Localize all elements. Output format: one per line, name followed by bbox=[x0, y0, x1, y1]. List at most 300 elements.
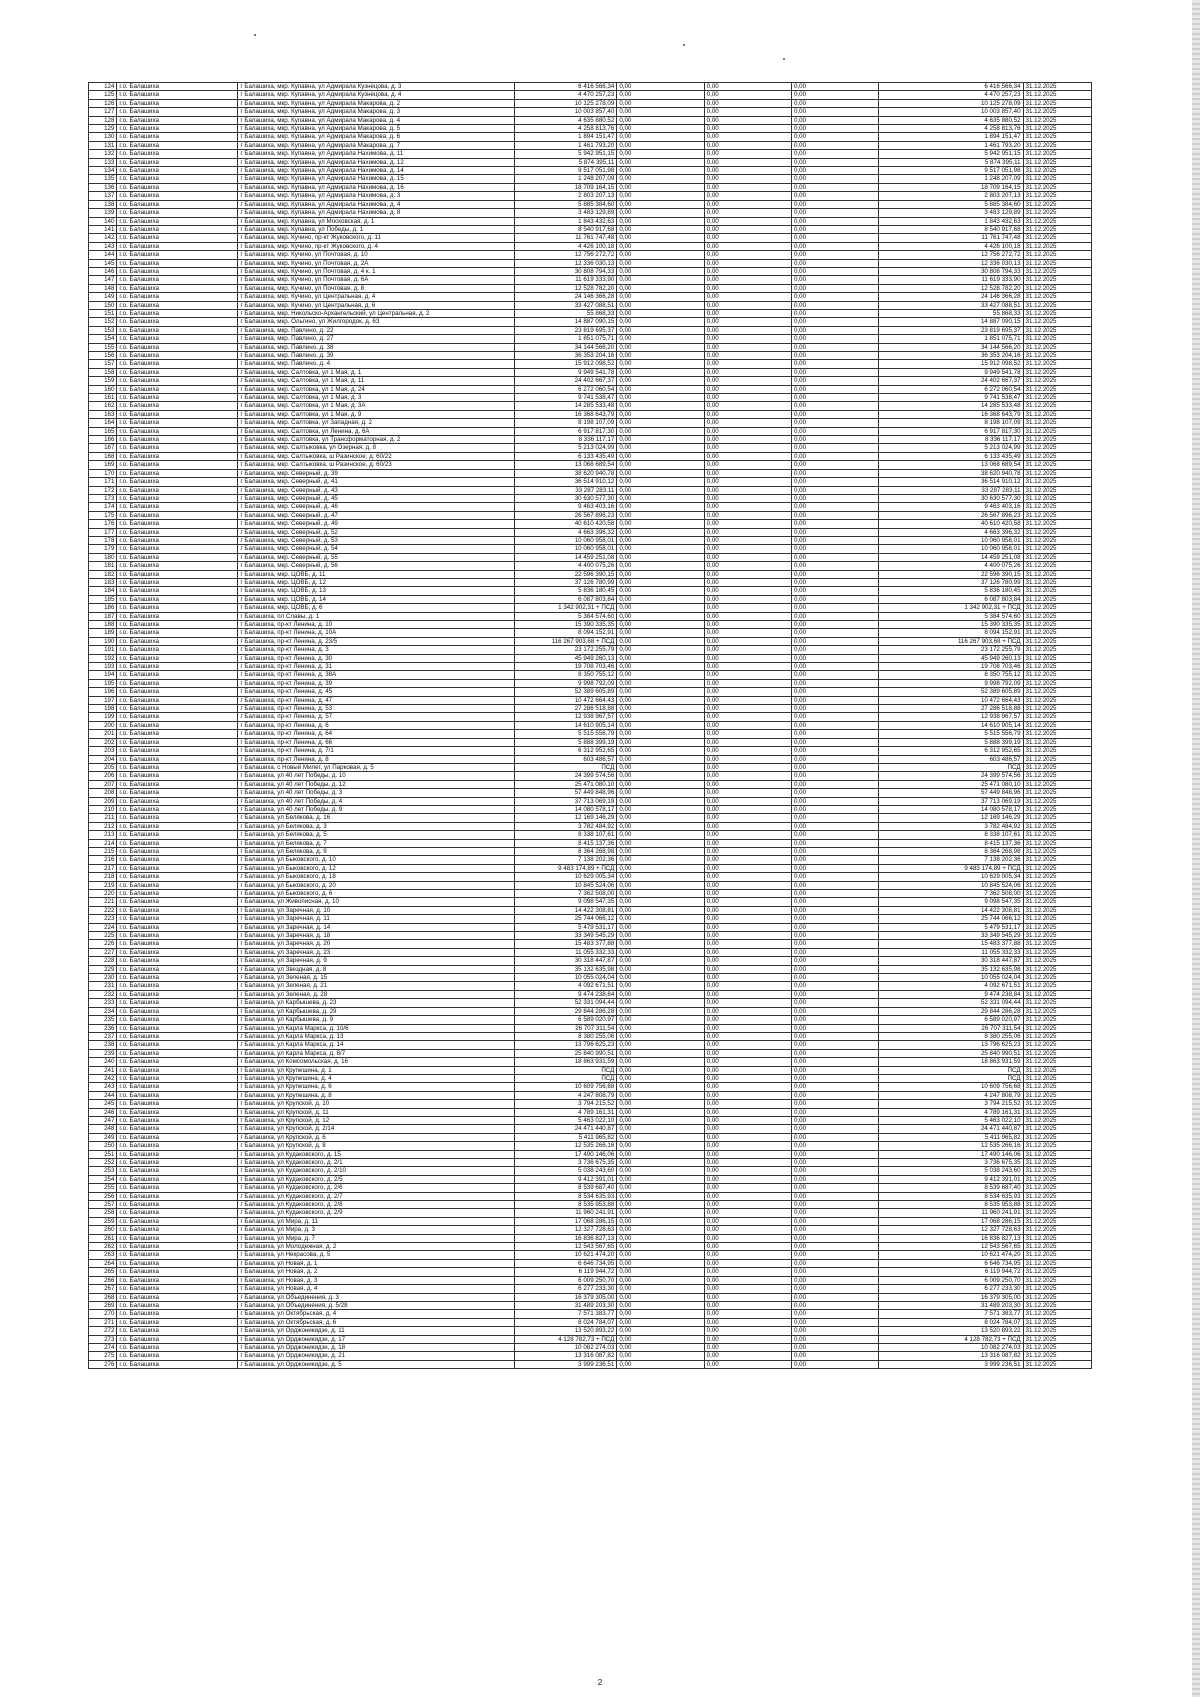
amount-cell: 8 415 137,36 bbox=[515, 839, 617, 847]
zero-cell-2: 0,00 bbox=[704, 452, 791, 460]
amount-cell: 5 885 384,60 bbox=[515, 200, 617, 208]
zero-cell-3: 0,00 bbox=[792, 91, 879, 99]
row-number: 231 bbox=[89, 982, 117, 990]
zero-cell-1: 0,00 bbox=[617, 1066, 704, 1074]
deadline-cell: 31.12.2025 bbox=[1023, 915, 1091, 923]
zero-cell-3: 0,00 bbox=[792, 890, 879, 898]
total-cell: 3 736 675,35 bbox=[879, 1159, 1023, 1167]
zero-cell-1: 0,00 bbox=[617, 730, 704, 738]
amount-cell: 6 119 944,72 bbox=[515, 1268, 617, 1276]
row-number: 149 bbox=[89, 293, 117, 301]
amount-cell: 5 463 022,10 bbox=[515, 1116, 617, 1124]
row-number: 201 bbox=[89, 730, 117, 738]
zero-cell-3: 0,00 bbox=[792, 562, 879, 570]
total-cell: 8 024 784,07 bbox=[879, 1318, 1023, 1326]
address-cell: г Балашиха, ул Заречная, д. 23 bbox=[238, 948, 515, 956]
table-row bbox=[89, 91, 1092, 99]
address-cell: г Балашиха, мкр. Павлино, д. 22 bbox=[238, 326, 515, 334]
address-cell: г Балашиха, мкр. Кучино, ул Центральная, д. 6 bbox=[238, 301, 515, 309]
amount-cell: 11 761 747,48 bbox=[515, 234, 617, 242]
table-row bbox=[89, 814, 1092, 822]
zero-cell-1: 0,00 bbox=[617, 242, 704, 250]
row-number: 191 bbox=[89, 646, 117, 654]
zero-cell-3: 0,00 bbox=[792, 1159, 879, 1167]
zero-cell-1: 0,00 bbox=[617, 377, 704, 385]
zero-cell-2: 0,00 bbox=[704, 982, 791, 990]
total-cell: 8 415 137,36 bbox=[879, 839, 1023, 847]
total-cell: 9 998 792,09 bbox=[879, 679, 1023, 687]
amount-cell: 11 055 332,33 bbox=[515, 948, 617, 956]
zero-cell-3: 0,00 bbox=[792, 536, 879, 544]
row-number: 136 bbox=[89, 183, 117, 191]
table-row bbox=[89, 864, 1092, 872]
total-cell: ПСД bbox=[879, 1074, 1023, 1082]
amount-cell: 6 646 734,95 bbox=[515, 1259, 617, 1267]
zero-cell-2: 0,00 bbox=[704, 1226, 791, 1234]
total-cell: 13 068 689,54 bbox=[879, 461, 1023, 469]
zero-cell-2: 0,00 bbox=[704, 536, 791, 544]
address-cell: г Балашиха, пр-кт Ленина, д. 10 bbox=[238, 621, 515, 629]
zero-cell-3: 0,00 bbox=[792, 730, 879, 738]
address-cell: г Балашиха, ул Зеленая, д. 15 bbox=[238, 974, 515, 982]
table-row bbox=[89, 604, 1092, 612]
row-number: 161 bbox=[89, 394, 117, 402]
address-cell: г Балашиха, мкр. Павлино, д. 39 bbox=[238, 352, 515, 360]
zero-cell-3: 0,00 bbox=[792, 234, 879, 242]
amount-cell: 3 736 675,35 bbox=[515, 1159, 617, 1167]
total-cell: 3 782 484,92 bbox=[879, 822, 1023, 830]
municipality-cell: г.о. Балашиха bbox=[117, 368, 238, 376]
zero-cell-3: 0,00 bbox=[792, 394, 879, 402]
amount-cell: 1 843 432,63 bbox=[515, 217, 617, 225]
total-cell: 9 483 174,89 + ПСД bbox=[879, 864, 1023, 872]
row-number: 157 bbox=[89, 360, 117, 368]
row-number: 146 bbox=[89, 267, 117, 275]
zero-cell-1: 0,00 bbox=[617, 326, 704, 334]
municipality-cell: г.о. Балашиха bbox=[117, 738, 238, 746]
row-number: 248 bbox=[89, 1125, 117, 1133]
amount-cell: 14 080 578,17 bbox=[515, 805, 617, 813]
zero-cell-3: 0,00 bbox=[792, 293, 879, 301]
zero-cell-1: 0,00 bbox=[617, 906, 704, 914]
deadline-cell: 31.12.2025 bbox=[1023, 528, 1091, 536]
zero-cell-3: 0,00 bbox=[792, 948, 879, 956]
municipality-cell: г.о. Балашиха bbox=[117, 940, 238, 948]
municipality-cell: г.о. Балашиха bbox=[117, 309, 238, 317]
zero-cell-2: 0,00 bbox=[704, 1343, 791, 1351]
total-cell: 55 868,33 bbox=[879, 309, 1023, 317]
deadline-cell: 31.12.2025 bbox=[1023, 797, 1091, 805]
amount-cell: 52 331 094,44 bbox=[515, 999, 617, 1007]
row-number: 249 bbox=[89, 1133, 117, 1141]
total-cell: 22 596 390,15 bbox=[879, 570, 1023, 578]
total-cell: 16 836 827,13 bbox=[879, 1234, 1023, 1242]
municipality-cell: г.о. Балашиха bbox=[117, 125, 238, 133]
table-row bbox=[89, 562, 1092, 570]
zero-cell-1: 0,00 bbox=[617, 141, 704, 149]
total-cell: 10 003 857,40 bbox=[879, 108, 1023, 116]
zero-cell-1: 0,00 bbox=[617, 1159, 704, 1167]
municipality-cell: г.о. Балашиха bbox=[117, 217, 238, 225]
total-cell: 8 364 268,98 bbox=[879, 847, 1023, 855]
total-cell: 18 863 931,59 bbox=[879, 1058, 1023, 1066]
zero-cell-3: 0,00 bbox=[792, 679, 879, 687]
deadline-cell: 31.12.2025 bbox=[1023, 595, 1091, 603]
municipality-cell: г.о. Балашиха bbox=[117, 1125, 238, 1133]
zero-cell-1: 0,00 bbox=[617, 1310, 704, 1318]
table-row bbox=[89, 125, 1092, 133]
address-cell: г Балашиха, мкр. Павлино, д. 38 bbox=[238, 343, 515, 351]
address-cell: г Балашиха, мкр. Кучино, ул Почтовая, д. 4 к. 1 bbox=[238, 267, 515, 275]
municipality-cell: г.о. Балашиха bbox=[117, 520, 238, 528]
row-number: 242 bbox=[89, 1074, 117, 1082]
zero-cell-2: 0,00 bbox=[704, 629, 791, 637]
total-cell: 31 489 203,30 bbox=[879, 1301, 1023, 1309]
zero-cell-1: 0,00 bbox=[617, 158, 704, 166]
zero-cell-2: 0,00 bbox=[704, 974, 791, 982]
row-number: 265 bbox=[89, 1268, 117, 1276]
address-cell: г Балашиха, ул Карла Маркса, д. 10/6 bbox=[238, 1024, 515, 1032]
table-row bbox=[89, 150, 1092, 158]
deadline-cell: 31.12.2025 bbox=[1023, 343, 1091, 351]
zero-cell-2: 0,00 bbox=[704, 461, 791, 469]
zero-cell-2: 0,00 bbox=[704, 957, 791, 965]
table-row bbox=[89, 612, 1092, 620]
zero-cell-3: 0,00 bbox=[792, 343, 879, 351]
zero-cell-3: 0,00 bbox=[792, 1125, 879, 1133]
zero-cell-1: 0,00 bbox=[617, 545, 704, 553]
zero-cell-3: 0,00 bbox=[792, 175, 879, 183]
total-cell: 7 571 383,77 bbox=[879, 1310, 1023, 1318]
total-cell: 5 463 022,10 bbox=[879, 1116, 1023, 1124]
row-number: 211 bbox=[89, 814, 117, 822]
municipality-cell: г.о. Балашиха bbox=[117, 1100, 238, 1108]
zero-cell-3: 0,00 bbox=[792, 713, 879, 721]
zero-cell-2: 0,00 bbox=[704, 578, 791, 586]
table-row bbox=[89, 1327, 1092, 1335]
zero-cell-1: 0,00 bbox=[617, 183, 704, 191]
table-row bbox=[89, 394, 1092, 402]
address-cell: г Балашиха, пр-кт Ленина, д. 6 bbox=[238, 721, 515, 729]
row-number: 186 bbox=[89, 604, 117, 612]
deadline-cell: 31.12.2025 bbox=[1023, 301, 1091, 309]
amount-cell: 8 350 755,12 bbox=[515, 671, 617, 679]
zero-cell-2: 0,00 bbox=[704, 839, 791, 847]
row-number: 250 bbox=[89, 1142, 117, 1150]
address-cell: г Балашиха, ул Карбышева, д. 29 bbox=[238, 1007, 515, 1015]
municipality-cell: г.о. Балашиха bbox=[117, 814, 238, 822]
amount-cell: 9 412 391,01 bbox=[515, 1175, 617, 1183]
zero-cell-3: 0,00 bbox=[792, 1343, 879, 1351]
total-cell: 24 471 440,87 bbox=[879, 1125, 1023, 1133]
row-number: 159 bbox=[89, 377, 117, 385]
municipality-cell: г.о. Балашиха bbox=[117, 91, 238, 99]
address-cell: г Балашиха, ул 40 лет Победы, д. 10 bbox=[238, 772, 515, 780]
zero-cell-2: 0,00 bbox=[704, 595, 791, 603]
row-number: 273 bbox=[89, 1335, 117, 1343]
address-cell: г Балашиха, мкр. ЦОВБ, д. 12 bbox=[238, 578, 515, 586]
zero-cell-3: 0,00 bbox=[792, 1259, 879, 1267]
table-row bbox=[89, 293, 1092, 301]
deadline-cell: 31.12.2025 bbox=[1023, 1032, 1091, 1040]
zero-cell-2: 0,00 bbox=[704, 1032, 791, 1040]
municipality-cell: г.о. Балашиха bbox=[117, 116, 238, 124]
municipality-cell: г.о. Балашиха bbox=[117, 167, 238, 175]
total-cell: 8 535 953,88 bbox=[879, 1201, 1023, 1209]
zero-cell-3: 0,00 bbox=[792, 1133, 879, 1141]
municipality-cell: г.о. Балашиха bbox=[117, 923, 238, 931]
total-cell: 9 098 547,35 bbox=[879, 898, 1023, 906]
row-number: 147 bbox=[89, 276, 117, 284]
address-cell: г Балашиха, мкр. Северный, д. 41 bbox=[238, 478, 515, 486]
address-cell: г Балашиха, ул Заречная, д. 10 bbox=[238, 906, 515, 914]
amount-cell: 10 003 857,40 bbox=[515, 108, 617, 116]
table-row bbox=[89, 545, 1092, 553]
zero-cell-3: 0,00 bbox=[792, 1032, 879, 1040]
table-row bbox=[89, 1301, 1092, 1309]
deadline-cell: 31.12.2025 bbox=[1023, 377, 1091, 385]
table-row bbox=[89, 965, 1092, 973]
table-row bbox=[89, 536, 1092, 544]
row-number: 195 bbox=[89, 679, 117, 687]
total-cell: 37 126 780,99 bbox=[879, 578, 1023, 586]
deadline-cell: 31.12.2025 bbox=[1023, 646, 1091, 654]
zero-cell-3: 0,00 bbox=[792, 696, 879, 704]
zero-cell-2: 0,00 bbox=[704, 679, 791, 687]
address-cell: г Балашиха, ул Орджоникидзе, д. 11 bbox=[238, 1327, 515, 1335]
deadline-cell: 31.12.2025 bbox=[1023, 192, 1091, 200]
row-number: 181 bbox=[89, 562, 117, 570]
amount-cell: 6 087 803,84 bbox=[515, 595, 617, 603]
deadline-cell: 31.12.2025 bbox=[1023, 612, 1091, 620]
zero-cell-2: 0,00 bbox=[704, 1150, 791, 1158]
zero-cell-1: 0,00 bbox=[617, 91, 704, 99]
address-cell: г Балашиха, пр-кт Ленина, д. 57 bbox=[238, 713, 515, 721]
amount-cell: 7 138 202,36 bbox=[515, 856, 617, 864]
municipality-cell: г.о. Балашиха bbox=[117, 1074, 238, 1082]
zero-cell-2: 0,00 bbox=[704, 1041, 791, 1049]
address-cell: г Балашиха, мкр. Салтовка, ул 1 Мая, д. 9 bbox=[238, 410, 515, 418]
zero-cell-1: 0,00 bbox=[617, 856, 704, 864]
zero-cell-1: 0,00 bbox=[617, 671, 704, 679]
table-row bbox=[89, 444, 1092, 452]
zero-cell-2: 0,00 bbox=[704, 276, 791, 284]
row-number: 223 bbox=[89, 915, 117, 923]
zero-cell-2: 0,00 bbox=[704, 797, 791, 805]
zero-cell-2: 0,00 bbox=[704, 948, 791, 956]
deadline-cell: 31.12.2025 bbox=[1023, 738, 1091, 746]
amount-cell: 8 024 784,07 bbox=[515, 1318, 617, 1326]
deadline-cell: 31.12.2025 bbox=[1023, 1251, 1091, 1259]
row-number: 156 bbox=[89, 352, 117, 360]
zero-cell-2: 0,00 bbox=[704, 1201, 791, 1209]
scan-speck bbox=[254, 34, 256, 36]
deadline-cell: 31.12.2025 bbox=[1023, 125, 1091, 133]
zero-cell-2: 0,00 bbox=[704, 242, 791, 250]
address-cell: г Балашиха, мкр. Купавна, ул Победы, д. 1 bbox=[238, 225, 515, 233]
zero-cell-2: 0,00 bbox=[704, 251, 791, 259]
zero-cell-2: 0,00 bbox=[704, 301, 791, 309]
table-row bbox=[89, 747, 1092, 755]
deadline-cell: 31.12.2025 bbox=[1023, 1058, 1091, 1066]
municipality-cell: г.о. Балашиха bbox=[117, 1293, 238, 1301]
zero-cell-2: 0,00 bbox=[704, 545, 791, 553]
zero-cell-2: 0,00 bbox=[704, 478, 791, 486]
municipality-cell: г.о. Балашиха bbox=[117, 536, 238, 544]
municipality-cell: г.о. Балашиха bbox=[117, 461, 238, 469]
total-cell: 6 277 233,30 bbox=[879, 1285, 1023, 1293]
zero-cell-1: 0,00 bbox=[617, 335, 704, 343]
address-cell: г Балашиха, ул Комсомольская, д. 16 bbox=[238, 1058, 515, 1066]
table-row bbox=[89, 461, 1092, 469]
deadline-cell: 31.12.2025 bbox=[1023, 167, 1091, 175]
zero-cell-2: 0,00 bbox=[704, 570, 791, 578]
row-number: 264 bbox=[89, 1259, 117, 1267]
deadline-cell: 31.12.2025 bbox=[1023, 906, 1091, 914]
total-cell: 1 894 151,47 bbox=[879, 133, 1023, 141]
municipality-cell: г.о. Балашиха bbox=[117, 1091, 238, 1099]
deadline-cell: 31.12.2025 bbox=[1023, 1108, 1091, 1116]
total-cell: 10 845 524,06 bbox=[879, 881, 1023, 889]
municipality-cell: г.о. Балашиха bbox=[117, 385, 238, 393]
zero-cell-1: 0,00 bbox=[617, 1360, 704, 1368]
row-number: 274 bbox=[89, 1343, 117, 1351]
table-row bbox=[89, 881, 1092, 889]
deadline-cell: 31.12.2025 bbox=[1023, 259, 1091, 267]
total-cell: 30 318 447,87 bbox=[879, 957, 1023, 965]
deadline-cell: 31.12.2025 bbox=[1023, 839, 1091, 847]
zero-cell-1: 0,00 bbox=[617, 1251, 704, 1259]
amount-cell: 1 248 207,09 bbox=[515, 175, 617, 183]
zero-cell-2: 0,00 bbox=[704, 822, 791, 830]
total-cell: 4 092 671,51 bbox=[879, 982, 1023, 990]
table-row bbox=[89, 1285, 1092, 1293]
zero-cell-3: 0,00 bbox=[792, 654, 879, 662]
table-row bbox=[89, 1091, 1092, 1099]
zero-cell-1: 0,00 bbox=[617, 1049, 704, 1057]
zero-cell-1: 0,00 bbox=[617, 133, 704, 141]
zero-cell-1: 0,00 bbox=[617, 1293, 704, 1301]
table-row bbox=[89, 755, 1092, 763]
deadline-cell: 31.12.2025 bbox=[1023, 898, 1091, 906]
row-number: 158 bbox=[89, 368, 117, 376]
address-cell: г Балашиха, пр-кт Ленина, д. 66 bbox=[238, 738, 515, 746]
table-row bbox=[89, 1133, 1092, 1141]
zero-cell-3: 0,00 bbox=[792, 974, 879, 982]
address-cell: г Балашиха, ул Новая, д. 4 bbox=[238, 1285, 515, 1293]
municipality-cell: г.о. Балашиха bbox=[117, 679, 238, 687]
table-row bbox=[89, 276, 1092, 284]
amount-cell: 15 483 377,88 bbox=[515, 940, 617, 948]
row-number: 166 bbox=[89, 436, 117, 444]
zero-cell-2: 0,00 bbox=[704, 150, 791, 158]
zero-cell-3: 0,00 bbox=[792, 831, 879, 839]
total-cell: 8 380 255,06 bbox=[879, 1032, 1023, 1040]
zero-cell-1: 0,00 bbox=[617, 259, 704, 267]
zero-cell-1: 0,00 bbox=[617, 772, 704, 780]
table-row bbox=[89, 436, 1092, 444]
zero-cell-1: 0,00 bbox=[617, 881, 704, 889]
zero-cell-1: 0,00 bbox=[617, 612, 704, 620]
zero-cell-1: 0,00 bbox=[617, 847, 704, 855]
municipality-cell: г.о. Балашиха bbox=[117, 326, 238, 334]
deadline-cell: 31.12.2025 bbox=[1023, 419, 1091, 427]
zero-cell-2: 0,00 bbox=[704, 814, 791, 822]
zero-cell-1: 0,00 bbox=[617, 503, 704, 511]
total-cell: 4 635 880,52 bbox=[879, 116, 1023, 124]
amount-cell: 7 571 383,77 bbox=[515, 1310, 617, 1318]
municipality-cell: г.о. Балашиха bbox=[117, 789, 238, 797]
municipality-cell: г.о. Балашиха bbox=[117, 780, 238, 788]
zero-cell-3: 0,00 bbox=[792, 217, 879, 225]
zero-cell-2: 0,00 bbox=[704, 915, 791, 923]
zero-cell-3: 0,00 bbox=[792, 335, 879, 343]
total-cell: 6 917 817,30 bbox=[879, 427, 1023, 435]
address-cell: г Балашиха, мкр. Северный, д. 47 bbox=[238, 511, 515, 519]
total-cell: 5 038 243,60 bbox=[879, 1167, 1023, 1175]
address-cell: г Балашиха, мкр. Северный, д. 53 bbox=[238, 536, 515, 544]
table-row bbox=[89, 982, 1092, 990]
table-row bbox=[89, 1352, 1092, 1360]
total-cell: 5 411 965,82 bbox=[879, 1133, 1023, 1141]
total-cell: 12 169 146,29 bbox=[879, 814, 1023, 822]
zero-cell-3: 0,00 bbox=[792, 932, 879, 940]
table-row bbox=[89, 368, 1092, 376]
address-cell: г Балашиха, мкр. Кучино, ул Почтовая, д. 8 bbox=[238, 284, 515, 292]
amount-cell: 17 490 146,06 bbox=[515, 1150, 617, 1158]
municipality-cell: г.о. Балашиха bbox=[117, 696, 238, 704]
amount-cell: 16 379 305,00 bbox=[515, 1293, 617, 1301]
row-number: 229 bbox=[89, 965, 117, 973]
deadline-cell: 31.12.2025 bbox=[1023, 856, 1091, 864]
municipality-cell: г.о. Балашиха bbox=[117, 604, 238, 612]
zero-cell-3: 0,00 bbox=[792, 1083, 879, 1091]
deadline-cell: 31.12.2025 bbox=[1023, 368, 1091, 376]
row-number: 163 bbox=[89, 410, 117, 418]
zero-cell-2: 0,00 bbox=[704, 469, 791, 477]
total-cell: 13 796 625,23 bbox=[879, 1041, 1023, 1049]
address-cell: г Балашиха, ул Кудаковского, д. 2/6 bbox=[238, 1184, 515, 1192]
zero-cell-2: 0,00 bbox=[704, 805, 791, 813]
deadline-cell: 31.12.2025 bbox=[1023, 545, 1091, 553]
deadline-cell: 31.12.2025 bbox=[1023, 1217, 1091, 1225]
amount-cell: 24 399 574,56 bbox=[515, 772, 617, 780]
zero-cell-3: 0,00 bbox=[792, 436, 879, 444]
address-cell: г Балашиха, ул Заречная, д. 9 bbox=[238, 957, 515, 965]
row-number: 225 bbox=[89, 932, 117, 940]
zero-cell-1: 0,00 bbox=[617, 360, 704, 368]
address-cell: г Балашиха, мкр. Купавна, ул Адмирала Макарова, д. 5 bbox=[238, 125, 515, 133]
table-row bbox=[89, 427, 1092, 435]
zero-cell-2: 0,00 bbox=[704, 780, 791, 788]
zero-cell-3: 0,00 bbox=[792, 1327, 879, 1335]
zero-cell-3: 0,00 bbox=[792, 326, 879, 334]
table-row bbox=[89, 1184, 1092, 1192]
amount-cell: 45 949 260,13 bbox=[515, 654, 617, 662]
zero-cell-1: 0,00 bbox=[617, 713, 704, 721]
municipality-cell: г.о. Балашиха bbox=[117, 772, 238, 780]
zero-cell-1: 0,00 bbox=[617, 494, 704, 502]
zero-cell-2: 0,00 bbox=[704, 831, 791, 839]
address-cell: г Балашиха, мкр. Купавна, ул Адмирала Макарова, д. 3 bbox=[238, 108, 515, 116]
municipality-cell: г.о. Балашиха bbox=[117, 705, 238, 713]
table-row bbox=[89, 1293, 1092, 1301]
table-row bbox=[89, 175, 1092, 183]
total-cell: 6 087 803,84 bbox=[879, 595, 1023, 603]
deadline-cell: 31.12.2025 bbox=[1023, 1285, 1091, 1293]
amount-cell: 10 060 958,01 bbox=[515, 536, 617, 544]
address-cell: г Балашиха, ул 40 лет Победы, д. 12 bbox=[238, 780, 515, 788]
